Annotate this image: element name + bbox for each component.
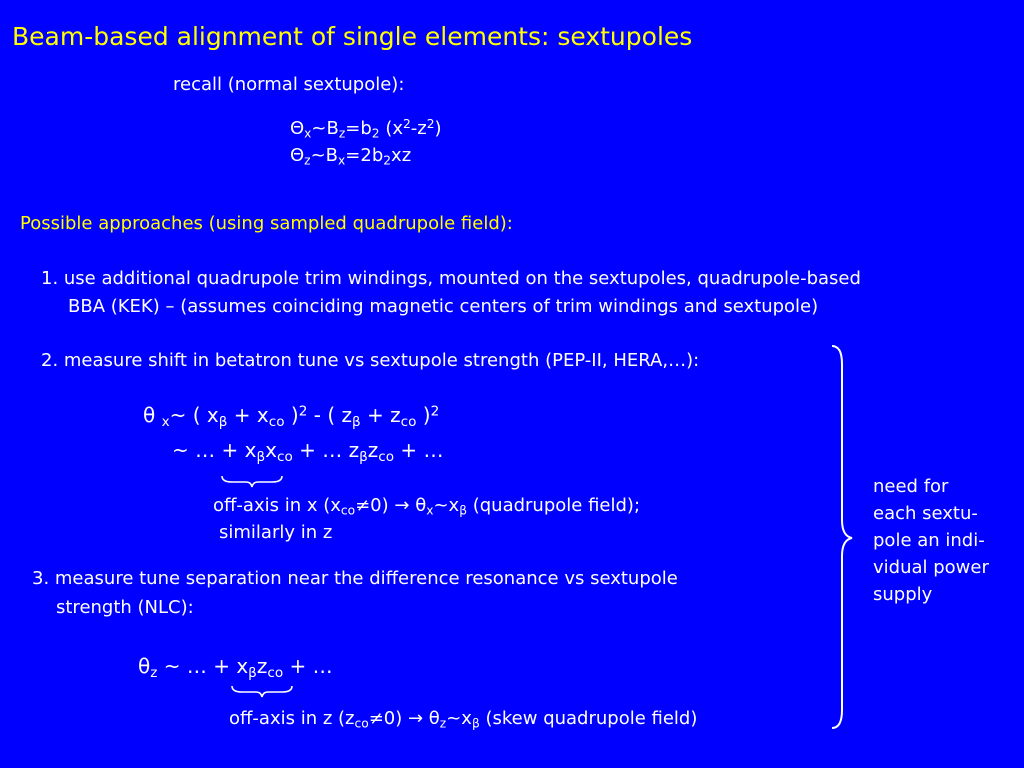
right-brace-icon	[828, 342, 858, 732]
side-note-line: vidual power	[873, 557, 989, 578]
similarly-in-z: similarly in z	[219, 522, 333, 543]
right-arrow-icon: →	[394, 495, 410, 516]
side-note-line: pole an indi-	[873, 530, 985, 551]
item-3-line-2: strength (NLC):	[56, 597, 194, 618]
right-arrow-icon: →	[407, 708, 424, 729]
item-3-line-1: 3. measure tune separation near the difference resonance vs sextupole	[32, 568, 678, 589]
side-note	[873, 473, 989, 608]
recall-equation-2: $\Theta_z\sim B_x=2b_2xz$	[290, 145, 412, 168]
item-1-line-2: BBA (KEK) – (assumes coinciding magnetic centers of trim windings and sextupole)	[68, 296, 819, 317]
slide-title: Beam-based alignment of single elements: sextupoles	[12, 22, 693, 51]
item-1-line-1: 1. use additional quadrupole trim windings, mounted on the sextupoles, quadrupole-based	[41, 268, 861, 289]
side-note-line: supply	[873, 584, 933, 605]
equation-3: $\theta_z$ ~ … + $x_\beta z_{co}$ + …	[138, 654, 333, 681]
off-axis-x-note: off-axis in x $(x_{co}\ne 0)$ → $\theta_x\sim x_\beta$ (quadrupole field);	[213, 495, 641, 518]
recall-equation-1: $\Theta_x\sim B_z=b_2$ $(x^2-z^2)$	[290, 117, 442, 141]
underbrace-x	[220, 474, 284, 488]
item-2: 2. measure shift in betatron tune vs sextupole strength (PEP-II, HERA,…):	[41, 350, 700, 371]
equation-2-line-1: θ $_x$~ ( $x_\beta + x_{co}$ )$^2$ - ( $z_\beta + z_{co}$ )$^2$	[143, 403, 440, 430]
off-axis-z-note: off-axis in z $(z_{co}\ne 0)$ → $\theta_z\sim x_\beta$ (skew quadrupole field)	[229, 708, 698, 731]
recall-label: recall (normal sextupole):	[173, 74, 405, 95]
approaches-heading: Possible approaches (using sampled quadrupole field):	[20, 213, 513, 234]
underbrace-z	[230, 684, 294, 698]
equation-2-line-2: ~ … + $x_\beta x_{co}$ + … $z_\beta z_{co}$ + …	[172, 438, 444, 465]
side-note-line: need for	[873, 476, 949, 497]
side-note-line: each sextu-	[873, 503, 978, 524]
